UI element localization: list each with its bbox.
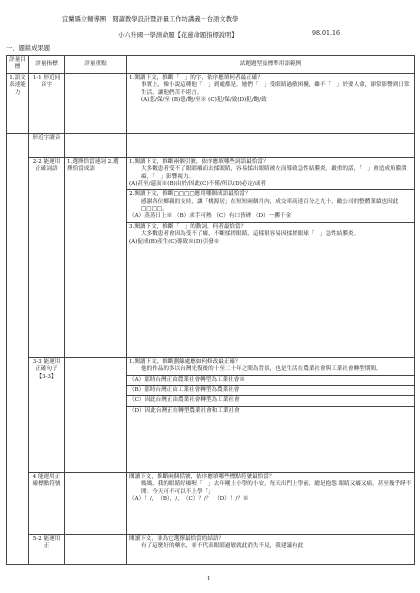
- section-title: 一、題組成果題: [6, 45, 51, 52]
- question-text: 2.閱讀下文，推斷□□□□應用哪個成語最恰當？: [129, 191, 251, 198]
- passage-text: 感謝各位鄉親的支持，讓「桃源居」在短短兩個月內，成交率高達百分之九十，敝公司的整體業績也因此□□□□。: [141, 198, 399, 212]
- indicator-cell: 2-2 能運用正確詞語: [29, 157, 65, 357]
- indicator-cell: 形近字讀音: [29, 133, 65, 157]
- indicator-cell: 4 能運用正確標點符號: [29, 472, 65, 534]
- question-text: 1.閱讀下文，推斷「 」的字，依序應填何者最正確？: [129, 74, 263, 81]
- table-row: [7, 357, 415, 472]
- indicator-cell: 1-1 形近同音字: [29, 73, 65, 133]
- options-text: (A)悲/保/至 (B)患/飽/至※ (C)犯/保/致(D)犯/飽/致: [141, 96, 267, 103]
- option-b: （B）那時台灣正由工業社會轉型為農業社會: [129, 386, 240, 393]
- goal-cell-continued: [7, 133, 29, 564]
- header-date: 98.01.16: [312, 30, 341, 37]
- options-text: (A)甚至/還而※(B)由於/因此(C)不僅/所以(D)必定/或者: [129, 180, 267, 187]
- question-text: 閱讀下文，並為它選擇最恰當的結語？: [129, 535, 225, 542]
- option-c: （C）因此台灣正由農業社會轉型為工業社會: [129, 397, 240, 404]
- focus-cell: [65, 133, 127, 157]
- table-row: [7, 73, 415, 133]
- example-cell: [127, 133, 415, 157]
- passage-text: 大多數患者受不了眼睛癢而去揉眼睛，容易揉出眼睛被左而導致急性結膜炎，嚴重的話，「 」會造成角膜潰瘍，「 」影響視力。: [141, 166, 407, 180]
- table-row: [7, 133, 415, 157]
- focus-cell: [65, 73, 127, 133]
- table-row: [7, 472, 415, 534]
- option-a: （A）那時台灣正由農業社會轉型為工業社會※: [129, 376, 245, 383]
- passage-text: 媽媽，我的眼睛好癢喔「 」去年剛上小學的小安，每天出門上學前，總是抱怨 眼睛又癢又痛，甚至幾乎睜不開：今天可不可以不上學「」: [141, 481, 412, 495]
- question-text: 1.閱讀下文，推斷劃線處應如何修改最正確？: [129, 358, 241, 365]
- example-cell: [127, 157, 415, 357]
- column-header: 評量重點: [65, 56, 127, 74]
- passage-text: 大多數患者會因為受不了癢，不斷揉搓眼睛，這樣很容易因揉搓眼球「 」急性結膜炎。: [141, 231, 360, 238]
- question-text: 3.閱讀下文，推斷「 」的動詞，何者最恰當？: [129, 223, 247, 230]
- example-cell: [127, 472, 415, 534]
- column-header: 評量目標: [7, 56, 29, 74]
- header-subtitle: 小六升國一學測命題【花蓮命題指標說明】: [118, 32, 238, 39]
- table-row: [7, 157, 415, 357]
- column-header: 評量指標: [29, 56, 65, 74]
- option-d: （D）因此台灣正在轉型農業社會和工業社會: [129, 407, 240, 414]
- table-row: [7, 534, 415, 564]
- example-cell: [127, 73, 415, 133]
- focus-cell: [65, 357, 127, 472]
- page-number: 1: [207, 576, 211, 582]
- focus-cell: 1.選擇恰當連詞 2.選擇恰當成語: [65, 157, 127, 357]
- focus-cell: [65, 534, 127, 564]
- question-table: [6, 55, 415, 565]
- passage-text: 有了這麼好的藥水，並不代表眼睛過敏就此消失不見，我建議有此: [141, 543, 304, 550]
- header-title: 宜蘭縣立輔導團 閱讀教學設計暨評量工作坊講義－台語文教學: [62, 16, 239, 23]
- question-text: 閱讀下文，推斷兩個括號，依序應填哪些標點符號最恰當？: [129, 473, 275, 480]
- goal-cell: 1.語文表達能力: [7, 73, 29, 133]
- example-cell: [127, 534, 415, 564]
- question-text: 1.閱讀下文，推斷兩個引號，依序應填哪些詞語最恰當？: [129, 158, 269, 165]
- example-cell: [127, 357, 415, 472]
- options-text: (A)促成(B)產生(C)導致※(D)引發※: [129, 238, 220, 245]
- column-header: 試題題型及標準用語範例: [127, 56, 415, 74]
- options-text: （A）！/， （B），/， （C）？/？ （D）！/？※: [129, 495, 249, 502]
- table-header-row: [7, 56, 415, 74]
- passage-text: 事實上，像小說這種他「 」到處都是，她們「 」受眼睛過敏困擾，雖不「 」於要人命，卻常影響到日常生活，讓他們苦不堪言。: [141, 82, 410, 96]
- passage-text: 他的作品的多以台灣光復後的十至二十年之間為背景，也是生活在農業社會與工業社會轉型期間。: [141, 366, 382, 373]
- focus-cell: [65, 472, 127, 534]
- options-text: （A）蒸蒸日上※ （B）求手可熱 （C）有口皆碑 （D）一擲千金: [129, 213, 292, 220]
- indicator-cell: 5-2 能運用正: [29, 534, 65, 564]
- indicator-cell: 3-3 能運用正確句子【3-3】: [29, 357, 65, 472]
